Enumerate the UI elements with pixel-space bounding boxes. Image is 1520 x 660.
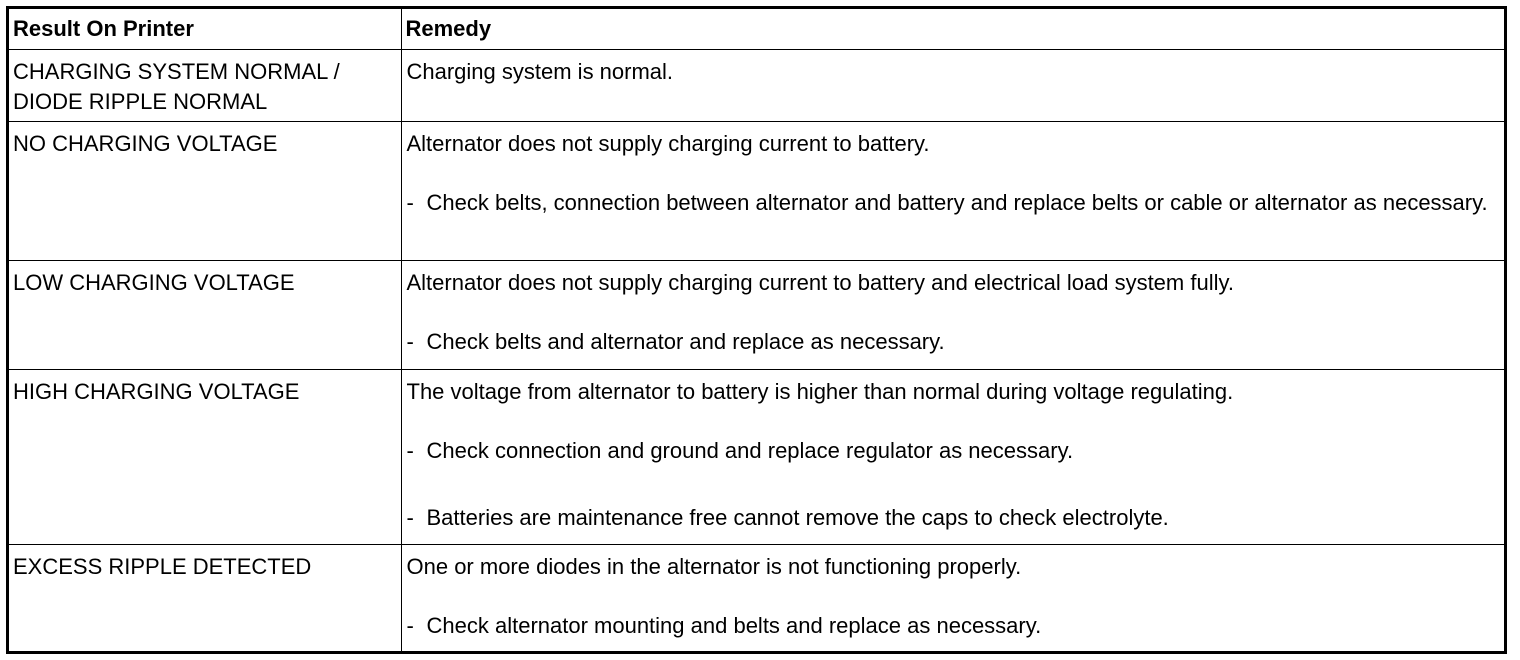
table-row bbox=[9, 544, 1504, 651]
remedy-step-text: Check belts and alternator and replace as necessary. bbox=[426, 328, 945, 354]
bullet-marker: - bbox=[406, 189, 414, 215]
remedy-cell bbox=[401, 369, 1504, 544]
remedy-text: One or more diodes in the alternator is not functioning properly. bbox=[406, 553, 1022, 579]
remedy-step bbox=[407, 503, 1495, 533]
bullet-marker: - bbox=[406, 612, 414, 638]
remedy-text: Charging system is normal. bbox=[406, 58, 674, 84]
result-cell: CHARGING SYSTEM NORMAL / DIODE RIPPLE NORMAL bbox=[9, 49, 401, 121]
result-remedy-table bbox=[9, 9, 1504, 651]
result-cell: HIGH CHARGING VOLTAGE bbox=[9, 369, 401, 544]
header-result: Result On Printer bbox=[9, 9, 401, 49]
result-cell: NO CHARGING VOLTAGE bbox=[9, 121, 401, 260]
remedy-step bbox=[407, 188, 1495, 218]
remedy-step-text: Check belts, connection between alternator and battery and replace belts or cable or alternator as necessary. bbox=[426, 189, 1488, 215]
remedy-cell bbox=[401, 121, 1504, 260]
remedy-step bbox=[407, 327, 1495, 357]
table-row bbox=[9, 121, 1504, 260]
bullet-marker: - bbox=[406, 328, 414, 354]
result-cell: LOW CHARGING VOLTAGE bbox=[9, 260, 401, 369]
remedy-text: Alternator does not supply charging current to battery and electrical load system fully. bbox=[406, 269, 1234, 295]
remedy-cell bbox=[401, 260, 1504, 369]
header-remedy: Remedy bbox=[401, 9, 1504, 49]
table-row bbox=[9, 369, 1504, 544]
result-cell: EXCESS RIPPLE DETECTED bbox=[9, 544, 401, 651]
remedy-text: The voltage from alternator to battery is higher than normal during voltage regulating. bbox=[406, 378, 1234, 404]
table-row bbox=[9, 49, 1504, 121]
table-row bbox=[9, 260, 1504, 369]
remedy-step-text: Check connection and ground and replace regulator as necessary. bbox=[426, 437, 1074, 463]
bullet-marker: - bbox=[406, 437, 414, 463]
remedy-step bbox=[407, 611, 1495, 641]
remedy-step bbox=[407, 436, 1495, 466]
bullet-marker: - bbox=[406, 504, 414, 530]
header-row bbox=[9, 9, 1504, 49]
remedy-text: Alternator does not supply charging current to battery. bbox=[406, 130, 930, 156]
diagnosis-table bbox=[6, 6, 1507, 654]
remedy-step-text: Check alternator mounting and belts and replace as necessary. bbox=[426, 612, 1042, 638]
remedy-cell bbox=[401, 544, 1504, 651]
remedy-step-text: Batteries are maintenance free cannot remove the caps to check electrolyte. bbox=[426, 504, 1169, 530]
remedy-cell bbox=[401, 49, 1504, 121]
